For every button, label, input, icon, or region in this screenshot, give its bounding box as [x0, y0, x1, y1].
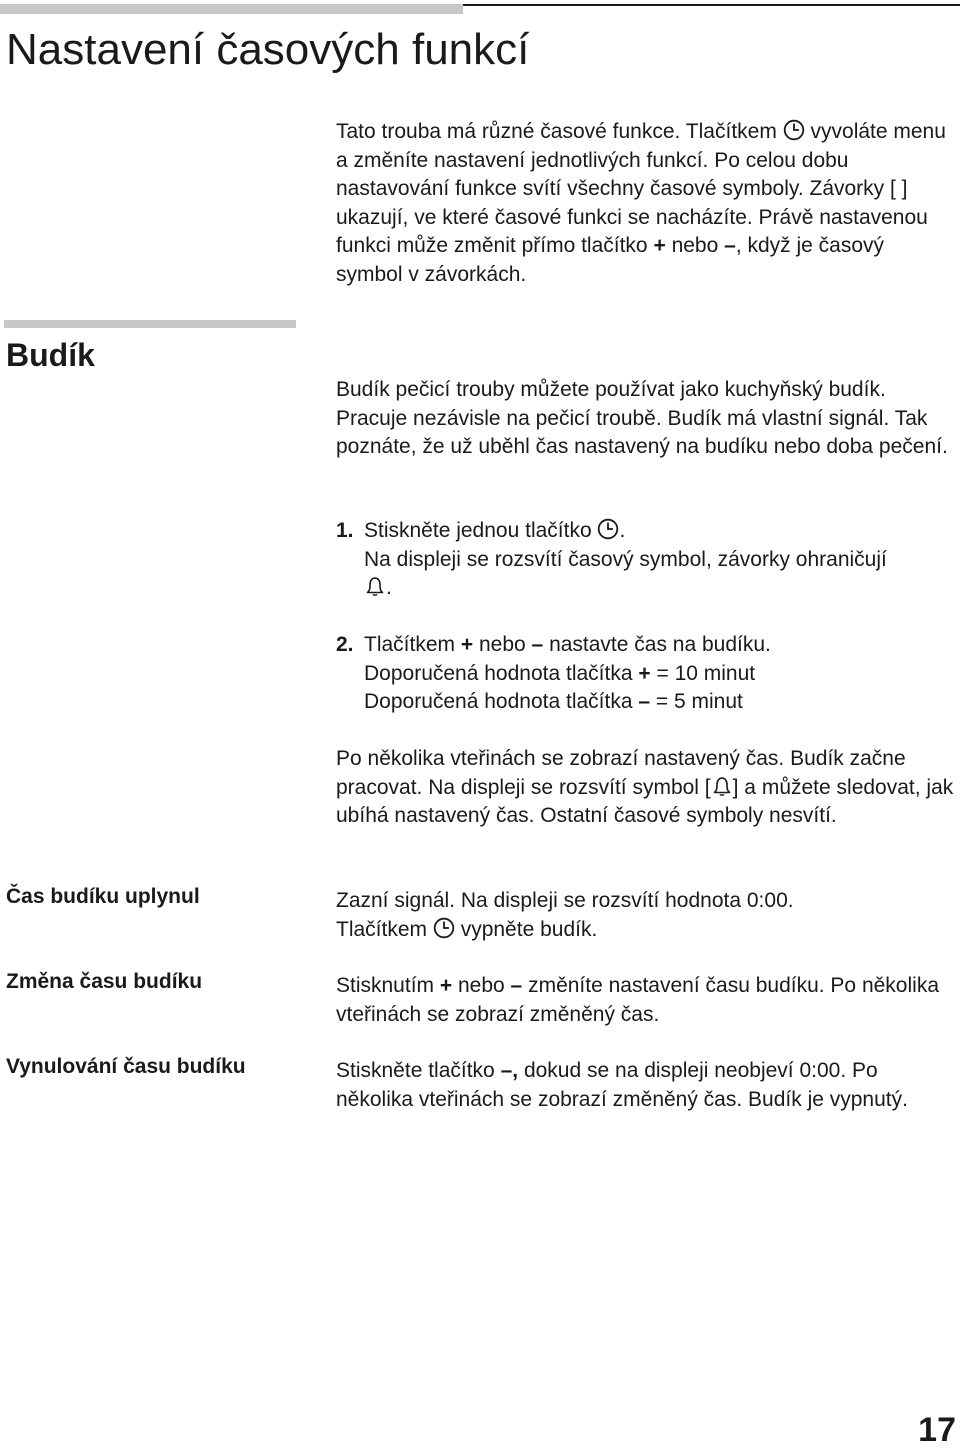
minus-key: –	[638, 690, 651, 714]
step-text: Na displeji se rozsvítí časový symbol, závorky ohraničují	[364, 547, 887, 571]
reset-text: Stiskněte tlačítko	[336, 1059, 495, 1082]
clock-icon	[783, 119, 805, 141]
expired-text: vypněte budík.	[460, 917, 598, 941]
page-number: 17	[918, 1411, 956, 1449]
section-title: Budík	[6, 337, 95, 373]
step-number: 2.	[336, 633, 354, 656]
expired-paragraph	[336, 887, 956, 944]
reset-paragraph	[336, 1057, 956, 1114]
intro-paragraph	[336, 118, 956, 290]
step-text: Tlačítkem	[364, 633, 456, 656]
minus-key: –	[531, 633, 544, 656]
bell-icon	[711, 775, 733, 797]
plus-key: +	[638, 661, 651, 685]
minus-key: –	[510, 974, 523, 997]
top-grey-rule	[0, 4, 463, 14]
after-paragraph	[336, 745, 956, 831]
change-text: Stisknutím	[336, 974, 435, 997]
step-text: Stiskněte jednou tlačítko	[364, 519, 592, 542]
plus-key: +	[460, 633, 474, 656]
plus-key: +	[653, 234, 666, 258]
clock-icon	[597, 518, 619, 540]
change-heading: Změna času budíku	[6, 970, 203, 993]
reset-heading: Vynulování času budíku	[6, 1055, 246, 1078]
clock-icon	[433, 917, 455, 939]
step-text: nebo	[478, 633, 526, 656]
intro-text: , když je časový symbol v závorkách.	[336, 234, 885, 286]
reset-text: dokud se na displeji neobjeví 0:00. Po několika vteřinách se zobrazí změněný čas. Budík je vypnutý.	[336, 1059, 908, 1111]
recommended-value: = 5 minut	[655, 690, 743, 714]
description-text: Budík pečicí trouby můžete používat jako kuchyňský budík. Pracuje nezávisle na pečicí troubě. Budík má vlastní signál. Tak poznáte, že už uběhl čas nastavený na budíku nebo doba pečení.	[336, 378, 948, 459]
step-text: .	[619, 519, 626, 542]
expired-heading: Čas budíku uplynul	[6, 885, 200, 908]
change-text: nebo	[457, 974, 505, 997]
after-text: Po několika vteřinách se zobrazí nastavený čas. Budík začne pracovat. Na displeji se rozsvítí symbol [	[336, 747, 906, 799]
step-text: .	[386, 576, 392, 600]
recommended-text: Doporučená hodnota tlačítka	[364, 690, 633, 714]
budik-description	[336, 376, 956, 462]
expired-text: Tlačítkem	[336, 917, 428, 941]
page-title: Nastavení časových funkcí	[6, 25, 530, 74]
change-paragraph	[336, 972, 956, 1029]
change-text: změníte nastavení času budíku. Po několika vteřinách se zobrazí změněný čas.	[336, 974, 939, 1026]
step-2	[336, 631, 960, 717]
step-text: nastavte čas na budíku.	[549, 633, 771, 656]
top-thin-rule	[463, 4, 960, 6]
minus-key: –	[724, 234, 736, 258]
section-rule	[4, 320, 296, 328]
intro-text: vyvoláte menu a změníte nastavení jednotlivých funkcí. Po celou dobu nastavování funkce svítí všechny časové symboly. Závorky [ ] ukazují, ve které časové funkci se nacházíte. Právě nastavenou funkci může změnit přímo tlačítko	[336, 120, 946, 258]
minus-key: –,	[500, 1059, 519, 1082]
intro-text: Tato trouba má různé časové funkce. Tlačítkem	[336, 120, 777, 143]
expired-text: Zazní signál. Na displeji se rozsvítí hodnota 0:00.	[336, 889, 794, 912]
step-number: 1.	[336, 519, 354, 542]
step-1	[336, 517, 960, 603]
recommended-value: = 10 minut	[656, 661, 756, 685]
intro-text: nebo	[671, 234, 719, 258]
bell-icon	[364, 575, 386, 597]
plus-key: +	[439, 974, 453, 997]
recommended-text: Doporučená hodnota tlačítka	[364, 661, 633, 685]
after-text: ] a můžete sledovat, jak ubíhá nastavený čas. Ostatní časové symboly nesvítí.	[336, 775, 954, 828]
